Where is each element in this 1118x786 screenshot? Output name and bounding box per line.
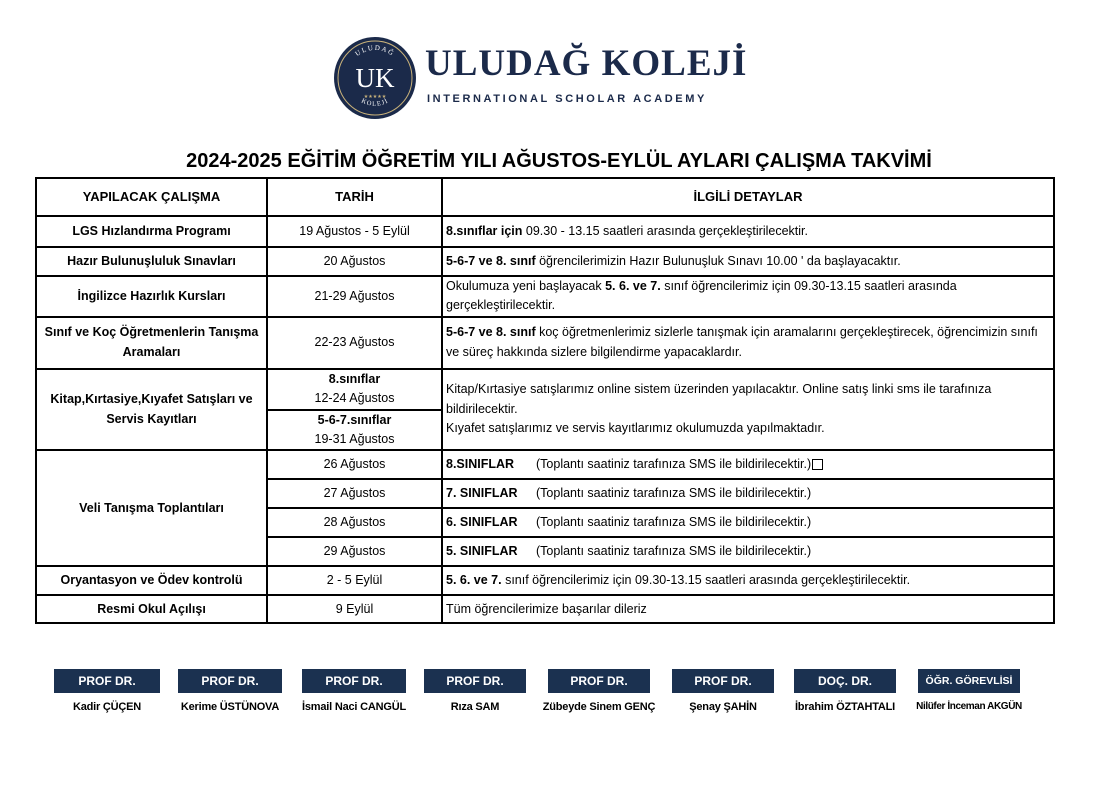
row-work: Sınıf ve Koç Öğretmenlerin Tanışma Aramaları xyxy=(36,317,267,369)
detail-emphasis: 5. 6. ve 7. xyxy=(446,573,502,588)
document-title: 2024-2025 EĞİTİM ÖĞRETİM YILI AĞUSTOS-EYLÜL AYLARI ÇALIŞMA TAKVİMİ xyxy=(186,150,932,172)
board-title-badge: PROF DR. xyxy=(54,669,160,693)
board-member xyxy=(672,669,774,713)
detail-text: koç öğretmenlerimiz sizlerle tanışmak için aramalarını gerçekleştirecek, öğrencimizin sınıfı ve süreç hakkında sizlere bilgilendirme yapacaklardır. xyxy=(446,325,1038,359)
row-detail: Tüm öğrencilerimize başarılar dileriz xyxy=(442,595,1054,623)
seal-initials: UK xyxy=(355,63,395,93)
group-date: 12-24 Ağustos xyxy=(314,391,395,406)
header-work: YAPILACAK ÇALIŞMA xyxy=(36,178,267,216)
row-date: 19 Ağustos - 5 Eylül xyxy=(267,216,442,247)
detail-text: Kıyafet satışlarımız ve servis kayıtlarımız okulumuzda yapılmaktadır. xyxy=(446,421,825,436)
row-detail xyxy=(442,369,1054,451)
table-row xyxy=(36,247,1054,276)
detail-text: Kitap/Kırtasiye satışlarımız online sistem üzerinden yapılacaktır. Online satış linki sms ile tarafınıza bildirilecektir. xyxy=(446,382,992,416)
school-name: ULUDAĞ KOLEJİ xyxy=(425,43,748,84)
row-detail xyxy=(442,508,1054,537)
board-member xyxy=(178,669,282,713)
board-member-name: İsmail Naci CANGÜL xyxy=(302,701,406,713)
grade-label: 7. SINIFLAR xyxy=(446,486,518,501)
row-date: 22-23 Ağustos xyxy=(267,317,442,369)
school-seal-icon xyxy=(333,36,417,120)
detail-text: öğrencilerimizin Hazır Bulunuşluk Sınavı 10.00 ' da başlayacaktır. xyxy=(535,253,901,268)
detail-emphasis: 5-6-7 ve 8. sınıf xyxy=(446,325,536,340)
row-date: 21-29 Ağustos xyxy=(267,276,442,317)
board-member xyxy=(54,669,160,713)
seal-arc-bottom-text: KOLEJİ xyxy=(360,97,390,108)
grade-label: 8.SINIFLAR xyxy=(446,457,515,472)
row-date: 28 Ağustos xyxy=(267,508,442,537)
table-header-row xyxy=(36,178,1054,216)
row-detail xyxy=(442,247,1054,276)
board-member xyxy=(918,669,1020,712)
row-detail xyxy=(442,317,1054,369)
row-detail xyxy=(442,479,1054,508)
grade-label: 5. SINIFLAR xyxy=(446,544,518,559)
row-work: LGS Hızlandırma Programı xyxy=(36,216,267,247)
school-tagline: INTERNATIONAL SCHOLAR ACADEMY xyxy=(427,93,707,105)
board-title-badge: PROF DR. xyxy=(672,669,774,693)
row-date: 29 Ağustos xyxy=(267,537,442,566)
row-detail xyxy=(442,566,1054,595)
table-row xyxy=(36,566,1054,595)
header-date: TARİH xyxy=(267,178,442,216)
row-date: 20 Ağustos xyxy=(267,247,442,276)
board-member-name: Nilüfer İnceman AKGÜN xyxy=(916,701,1022,712)
row-date: 9 Eylül xyxy=(267,595,442,623)
board-title-badge: ÖĞR. GÖREVLİSİ xyxy=(918,669,1020,693)
board-title-badge: PROF DR. xyxy=(424,669,526,693)
group-label: 5-6-7.sınıflar xyxy=(317,412,392,427)
group-label: 8.sınıflar xyxy=(328,371,381,386)
glyph-box-icon xyxy=(812,459,823,470)
row-date: 27 Ağustos xyxy=(267,479,442,508)
row-detail xyxy=(442,537,1054,566)
calendar-table xyxy=(35,177,1055,624)
board-member xyxy=(302,669,406,713)
header-details: İLGİLİ DETAYLAR xyxy=(442,178,1054,216)
board-title-badge: PROF DR. xyxy=(178,669,282,693)
detail-text: 09.30 - 13.15 saatleri arasında gerçekleştirilecektir. xyxy=(522,223,808,238)
row-date: 2 - 5 Eylül xyxy=(267,566,442,595)
board-member xyxy=(542,669,656,713)
board-member xyxy=(424,669,526,713)
row-work: Kitap,Kırtasiye,Kıyafet Satışları ve Servis Kayıtları xyxy=(36,369,267,451)
board-member-name: Kadir ÇÜÇEN xyxy=(72,701,142,713)
row-detail xyxy=(442,216,1054,247)
board-title-badge: PROF DR. xyxy=(548,669,650,693)
board-member-name: İbrahim ÖZTAHTALI xyxy=(794,701,896,713)
table-row xyxy=(36,216,1054,247)
svg-text:★★★★★: ★★★★★ xyxy=(363,94,387,100)
grade-label: 6. SINIFLAR xyxy=(446,515,518,530)
detail-text: sınıf öğrencilerimiz için 09.30-13.15 saatleri arasında gerçekleştirilecektir. xyxy=(501,573,911,588)
board-title-badge: DOÇ. DR. xyxy=(794,669,896,693)
detail-text: sınıf öğrencilerimiz için 09.30-13.15 saatleri arasında gerçekleştirilecektir. xyxy=(446,279,957,313)
row-work: Oryantasyon ve Ödev kontrolü xyxy=(36,566,267,595)
board-member-name: Rıza SAM xyxy=(450,701,500,713)
row-work: Resmi Okul Açılışı xyxy=(36,595,267,623)
row-work: Veli Tanışma Toplantıları xyxy=(36,450,267,566)
school-logo xyxy=(333,36,748,122)
row-detail xyxy=(442,450,1054,479)
row-work: İngilizce Hazırlık Kursları xyxy=(36,276,267,317)
row-date-group-2 xyxy=(267,410,442,451)
group-date: 19-31 Ağustos xyxy=(314,431,395,446)
table-row xyxy=(36,595,1054,623)
board-member-name: Kerime ÜSTÜNOVA xyxy=(180,701,280,713)
detail-emphasis: 5-6-7 ve 8. sınıf xyxy=(446,253,536,268)
board-member-name: Şenay ŞAHİN xyxy=(689,701,757,713)
board-title-badge: PROF DR. xyxy=(302,669,406,693)
row-detail xyxy=(442,276,1054,317)
table-row xyxy=(36,317,1054,369)
row-date-group-1 xyxy=(267,369,442,410)
seal-arc-top-text: ULUDAĞ xyxy=(353,43,397,58)
table-row xyxy=(36,276,1054,317)
table-row xyxy=(36,450,1054,479)
board-member-name: Zübeyde Sinem GENÇ xyxy=(542,701,656,713)
table-row xyxy=(36,369,1054,410)
detail-text: (Toplantı saatiniz tarafınıza SMS ile bildirilecektir.) xyxy=(536,544,812,559)
detail-text: (Toplantı saatiniz tarafınıza SMS ile bildirilecektir.) xyxy=(536,486,812,501)
detail-emphasis: 8.sınıflar için xyxy=(446,223,523,238)
board-member xyxy=(794,669,896,713)
detail-text: (Toplantı saatiniz tarafınıza SMS ile bildirilecektir.) xyxy=(536,515,812,530)
row-work: Hazır Bulunuşluluk Sınavları xyxy=(36,247,267,276)
detail-text: Okulumuza yeni başlayacak xyxy=(446,279,606,293)
row-date: 26 Ağustos xyxy=(267,450,442,479)
detail-emphasis: 5. 6. ve 7. xyxy=(605,279,661,293)
detail-text: (Toplantı saatiniz tarafınıza SMS ile bildirilecektir.) xyxy=(536,457,812,472)
